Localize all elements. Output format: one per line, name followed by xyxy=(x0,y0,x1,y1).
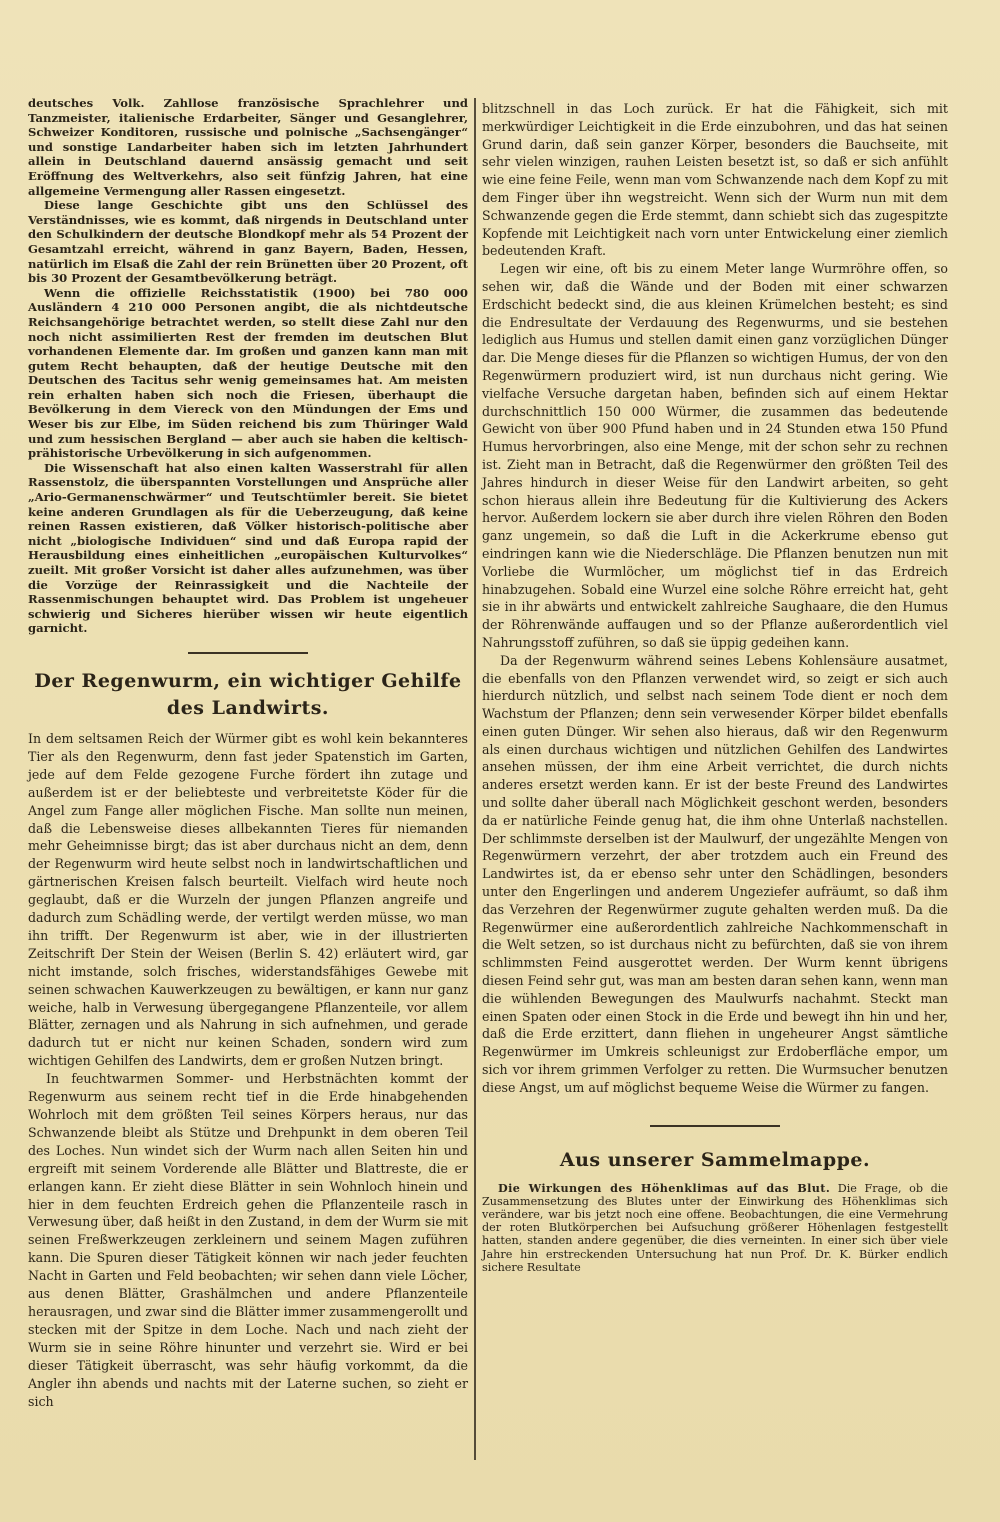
column-divider xyxy=(474,98,476,1460)
article-title: Der Regenwurm, ein wichtiger Gehilfe des Landwirts. xyxy=(34,669,462,719)
paragraph: deutsches Volk. Zahllose französische Sprachlehrer und Tanzmeister, italienische Erdarbeiter, Sänger und Gesanglehrer, Schweizer Konditoren, russische und polnische „Sachsengänger“ und sonstige Landarbeiter haben sich im letzten Jahrhundert allein in Deutschland dauernd ansässig gemacht und seit Eröffnung des Weltverkehrs, also seit fünfzig Jahren, hat eine allgemeine Vermengung aller Rassen eingesetzt. xyxy=(28,96,468,198)
paragraph: Legen wir eine, oft bis zu einem Meter lange Wurmröhre offen, so sehen wir, daß die Wände und der Boden mit einer schwarzen Erdschicht bedeckt sind, die aus kleinen Krümelchen besteht; es sind die Endresultate der Verdauung des Regenwurms, und sie bestehen lediglich aus Humus und stellen damit einen ganz vorzüglichen Dünger dar. Die Menge dieses für die Pflanzen so wichtigen Humus, der von den Regenwürmern produziert wird, ist nun durchaus nicht gering. Wie vielfache Versuche dargetan haben, befinden sich auf einem Hektar durchschnittlich 150 000 Würmer, die zusammen das bedeutende Gewicht von über 900 Pfund haben und in 24 Stunden etwa 150 Pfund Humus hervorbringen, also eine Menge, mit der schon sehr zu rechnen ist. Zieht man in Betracht, daß die Regenwürmer den größten Teil des Jahres hindurch in dieser Weise für den Landwirt arbeiten, so geht schon hieraus allein ihre Bedeutung für die Kultivierung des Ackers hervor. Außerdem lockern sie aber durch ihre vielen Röhren den Boden ganz ungemein, so daß die Luft in die Ackerkrume ebenso gut eindringen kann wie die Niederschläge. Die Pflanzen benutzen nun mit Vorliebe die Wurmlöcher, um möglichst tief in das Erdreich hinabzugehen. Sobald eine Wurzel eine solche Röhre erreicht hat, geht sie in ihr abwärts und entwickelt zahlreiche Saughaare, die den Humus der Röhrenwände auffaugen und so der Pflanze außerordentlich viel Nahrungsstoff zuführen, so daß sie üppig gedeihen kann. xyxy=(482,261,948,650)
article-separator xyxy=(188,652,308,654)
paragraph: blitzschnell in das Loch zurück. Er hat die Fähigkeit, sich mit merkwürdiger Leichtigkeit in die Erde einzubohren, und das hat seinen Grund darin, daß sein ganzer Körper, besonders die Bauchseite, mit sehr vielen winzigen, rauhen Leisten besetzt ist, so daß er sich anfühlt wie eine feine Feile, wenn man vom Schwanzende nach dem Kopf zu mit dem Finger über ihn wegstreicht. Wenn sich der Wurm nun mit dem Schwanzende gegen die Erde stemmt, dann schiebt sich das zugespitzte Kopfende mit Leichtigkeit nach vorn unter Entwickelung einer ziemlich bedeutenden Kraft. xyxy=(482,101,948,259)
section-separator xyxy=(650,1125,780,1127)
section-text: Die Frage, ob die Zusammensetzung des Blutes unter der Einwirkung des Höhenklimas sich verändere, war bis jetzt noch eine offene. Beobachtungen, die eine Vermehrung der roten Blutkörperchen bei Aufsuchung größerer Höhenlagen festgestellt hatten, standen andere gegenüber, die dies verneinten. In einer sich über viele Jahre hin erstreckenden Untersuchung hat nun Prof. Dr. K. Bürker endlich sichere Resultate xyxy=(482,1181,948,1274)
earthworm-article xyxy=(28,730,468,1410)
right-column xyxy=(482,100,948,1274)
paragraph xyxy=(482,1182,948,1274)
paragraph: Die Wissenschaft hat also einen kalten Wasserstrahl für allen Rassenstolz, die überspannten Vorstellungen und Ansprüche aller „Ario-Germanenschwärmer“ und Teutschtümler bereit. Sie bietet keine anderen Grundlagen als für die Ueberzeugung, daß keine reinen Rassen existieren, daß Völker historisch-politische aber nicht „biologische Individuen“ sind und daß Europa rapid der Herausbildung eines einheitlichen „europäischen Kulturvolkes“ zueilt. Mit großer Vorsicht ist daher alles aufzunehmen, was über die Vorzüge der Reinrassigkeit und die Nachteile der Rassenmischungen behauptet wird. Das Problem ist ungeheuer schwierig und Sicheres hierüber wissen wir heute eigentlich garnicht. xyxy=(28,460,468,636)
earthworm-article-continued xyxy=(482,100,948,1097)
section-title: Aus unserer Sammelmappe. xyxy=(559,1148,871,1171)
paragraph: In dem seltsamen Reich der Würmer gibt es wohl kein bekannteres Tier als den Regenwurm, denn fast jeder Spatenstich im Garten, jede auf dem Felde gezogene Furche fördert ihn zutage und außerdem ist er der beliebteste und verbreitetste Köder für die Angel zum Fange aller möglichen Fische. Man sollte nun meinen, daß die Lebensweise dieses allbekannten Tieres für niemanden mehr Geheimnisse birgt; das ist aber durchaus nicht an dem, denn der Regenwurm wird heute selbst noch in landwirtschaftlichen und gärtnerischen Kreisen falsch beurteilt. Vielfach wird heute noch geglaubt, daß er die Wurzeln der jungen Pflanzen angreife und dadurch zum Schädling werde, der vertilgt werden müsse, wo man ihn trifft. Der Regenwurm ist aber, wie in der illustrierten Zeitschrift Der Stein der Weisen (Berlin S. 42) erläutert wird, gar nicht imstande, solch frisches, widerstandsfähiges Gewebe mit seinen schwachen Kauwerkzeugen zu bewältigen, er kann nur ganz weiche, halb in Verwesung übergegangene Pflanzenteile, vor allem Blätter, zernagen und als Nahrung in sich aufnehmen, und gerade dadurch tut er nicht nur keinen Schaden, sondern wird zum wichtigen Gehilfen des Landwirts, dem er großen Nutzen bringt. xyxy=(28,730,468,1069)
collection-section xyxy=(482,1182,948,1274)
paragraph: Diese lange Geschichte gibt uns den Schlüssel des Verständnisses, wie es kommt, daß nirgends in Deutschland unter den Schulkindern der deutsche Blondkopf mehr als 54 Prozent der Gesamtzahl erreicht, während in ganz Bayern, Baden, Hessen, natürlich im Elsaß die Zahl der rein Brünetten über 20 Prozent, oft bis 30 Prozent der Gesamtbevölkerung beträgt. xyxy=(28,198,468,286)
paragraph: Da der Regenwurm während seines Lebens Kohlensäure ausatmet, die ebenfalls von den Pflanzen verwendet wird, so zeigt er sich auch hierdurch nützlich, und selbst nach seinem Tode dient er noch dem Wachstum der Pflanzen; denn sein verwesender Körper bildet ebenfalls einen guten Dünger. Wir sehen also hieraus, daß wir den Regenwurm als einen durchaus wichtigen und nützlichen Gehilfen des Landwirtes ansehen müssen, der ihm eine Arbeit verrichtet, die durch nichts anderes ersetzt werden kann. Er ist der beste Freund des Landwirtes und sollte daher überall nach Möglichkeit geschont werden, besonders da er natürliche Feinde genug hat, die ihm ohne Unterlaß nachstellen. Der schlimmste derselben ist der Maulwurf, der ungezählte Mengen von Regenwürmern verzehrt, der aber trotzdem auch ein Freund des Landwirtes ist, da er ebenso sehr unter den Schädlingen, besonders unter den Engerlingen und anderem Ungeziefer aufräumt, so daß ihm das Verzehren der Regenwürmer zugute gehalten werden muß. Da die Regenwürmer eine außerordentlich zahlreiche Nachkommenschaft in die Welt setzen, so ist durchaus nicht zu befürchten, daß sie von ihrem schlimmsten Feind ausgerottet werden. Der Wurm kennt übrigens diesen Feind sehr gut, was man am besten daran sehen kann, wenn man die wühlenden Bewegungen des Maulwurfs nachahmt. Steckt man einen Spaten oder einen Stock in die Erde und bewegt ihn hin und her, daß die Erde erzittert, dann fliehen in ungeheurer Angst sämtliche Regenwürmer im Umkreis schleunigst zur Erdoberfläche empor, um sich vor ihrem grimmen Verfolger zu retten. Die Wurmsucher benutzen diese Angst, um auf möglichst bequeme Weise die Würmer zu fangen. xyxy=(482,652,948,1095)
section-lead: Die Wirkungen des Höhenklimas auf das Blut. xyxy=(498,1180,831,1195)
race-article-continuation xyxy=(28,96,468,636)
paragraph: Wenn die offizielle Reichsstatistik (1900) bei 780 000 Ausländern 4 210 000 Personen angibt, die als nichtdeutsche Reichsangehörige betrachtet werden, so stellt diese Zahl nur den noch nicht assimilierten Rest der fremden im deutschen Blut vorhandenen Elemente dar. Im großen und ganzen kann man mit gutem Recht behaupten, daß der heutige Deutsche mit den Deutschen des Tacitus sehr wenig gemeinsames hat. Am meisten rein erhalten haben sich noch die Friesen, überhaupt die Bevölkerung in dem Viereck von den Mündungen der Ems und Weser bis zur Elbe, im Süden reichend bis zum Thüringer Wald und zum hessischen Bergland — aber auch sie haben die keltisch-prähistorische Urbevölkerung in sich aufgenommen. xyxy=(28,285,468,461)
left-column xyxy=(28,96,468,1410)
paragraph: In feuchtwarmen Sommer- und Herbstnächten kommt der Regenwurm aus seinem recht tief in die Erde hinabgehenden Wohrloch mit dem größten Teil seines Körpers heraus, nur das Schwanzende bleibt als Stütze und Drehpunkt in dem oberen Teil des Loches. Nun windet sich der Wurm nach allen Seiten hin und ergreift mit seinem Vorderende alle Blätter und Blattreste, die er erlangen kann. Er zieht diese Blätter in sein Wohnloch hinein und hier in dem feuchten Erdreich gehen die Pflanzenteile rasch in Verwesung über, daß heißt in den Zustand, in dem der Wurm sie mit seinen Freßwerkzeugen zerkleinern und seinem Magen zuführen kann. Die Spuren dieser Tätigkeit können wir nach jeder feuchten Nacht in Garten und Feld beobachten; wir sehen dann viele Löcher, aus denen Blätter, Grashälmchen und andere Pflanzenteile herausragen, und zwar sind die Blätter immer zusammengerollt und stecken mit der Spitze in dem Loche. Nach und nach zieht der Wurm sie in seine Röhre hinunter und verzehrt sie. Wird er bei dieser Tätigkeit überrascht, was sehr häufig vorkommt, da die Angler ihn abends und nachts mit der Laterne suchen, so zieht er sich xyxy=(28,1071,468,1409)
